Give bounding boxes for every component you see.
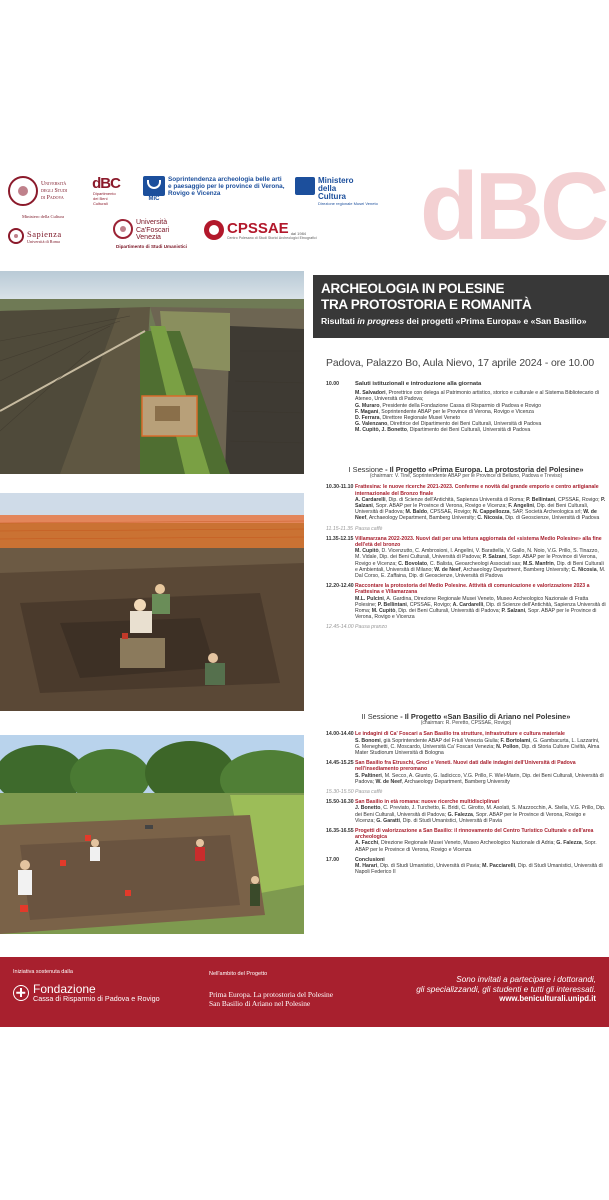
talk-speakers: M. Cupitò, D. Vicenzutto, C. Ambrosioni, I. Angelini, V. Barattella, V. Gallo, N. Noio, V.G. Prillo, S. Tinazzo, M. Vidale, Dip. dei Beni Culturali, Università di Padova; P. Salzani, Sopr. ABAP per le Province di Verona, Rovigo e Vicenza; C. Bovolato, C. Balista, Geoarcheologi Associati sas; M.S. Manfrin, Dip. di Beni Culturali e Ambientali, Università di Milano; W. de Neef, Archaeology Department, Bamberg University; C. Nicosia, M. Dal Corso, E. Zaffaina, Dip. di Geoscienze, Università di Padova	[355, 548, 606, 580]
break-label: Pausa caffè	[355, 789, 383, 796]
talk-row	[326, 536, 606, 579]
padova-seal-icon	[8, 176, 38, 206]
talk-time: 11.15-11.35	[326, 525, 353, 532]
talk-title: San Basilio in età romana: nuove ricerche multidisciplinari	[355, 799, 500, 806]
talk-time: 17.00	[326, 856, 339, 863]
session-heading: II Sessione - Il Progetto «San Basilio di Ariano nel Polesine»	[361, 712, 571, 721]
opening-content	[355, 381, 606, 434]
title-line-1: ARCHEOLOGIA IN POLESINE	[321, 281, 505, 297]
talk-content	[355, 857, 606, 876]
opening-title: Saluti istituzionali e introduzione alla giornata	[355, 381, 482, 387]
talk-time: 11.35-12.15	[326, 535, 354, 542]
break-label: Pausa pranzo	[355, 624, 388, 631]
ministero-emblem-icon	[295, 177, 315, 195]
title-subtitle: Risultati in progress dei progetti «Prima Europa» e «San Basilio»	[321, 316, 587, 326]
opening-speaker: D. Ferrara, Direttore Regionale Musei Veneto	[355, 415, 460, 422]
session-chair: (chairman: R. Peretto, CPSSAE, Rovigo)	[420, 720, 512, 727]
talk-speakers: M. Harari, Dip. di Studi Umanistici, Università di Pavia; M. Pacciarelli, Dip. di Studi Umanistici, Università di Napoli Federico II	[355, 863, 603, 876]
break-row	[326, 789, 606, 795]
talk-content	[355, 484, 606, 521]
footer-bar	[0, 957, 609, 1027]
break-row	[326, 526, 606, 532]
foscari-dept: Dipartimento di Studi Umanistici	[116, 244, 187, 249]
programme-opening	[326, 381, 606, 438]
talk-row	[326, 484, 606, 521]
footer-initiative: Iniziativa sostenuta dalla	[13, 969, 73, 975]
talk-content	[355, 760, 606, 785]
talk-speakers: S. Paltineri, M. Secco, A. Giunto, G. Iadicicco, V.G. Prillo, F. Wiel-Marin, Dip. dei Beni Culturali, Università di Padova; W. de Neef, Archaeology Department, Bamberg University	[355, 772, 604, 785]
talk-title: Raccontare la protostoria del Medio Polesine. Attività di comunicazione e valorizzazione 2023 a Frattesina e Villamarzana	[355, 583, 590, 596]
talk-title: Le indagini di Ca' Foscari a San Basilio tra strutture, infrastrutture e cultura materiale	[355, 731, 565, 738]
talk-title: Frattesina: le nuove ricerche 2021-2023. Conferme e novità dal grande emporio e centro artigianale internazionale del Bronzo finale	[355, 484, 599, 497]
talk-time: 16.35-16.55	[326, 828, 354, 835]
title-banner	[313, 275, 609, 338]
talk-row	[326, 760, 606, 785]
talk-time: 15.30-15.50	[326, 789, 354, 796]
break-label: Pausa caffè	[355, 525, 383, 532]
foscari-seal-icon	[113, 219, 133, 239]
ministero-logo: Ministero della Cultura Direzione regionale Musei Veneto	[295, 177, 378, 206]
fondazione-logo: Fondazione Cassa di Risparmio di Padova e Rovigo	[13, 983, 160, 1003]
talk-time: 12.45-14.00	[326, 624, 354, 631]
talk-content	[355, 583, 606, 620]
cpssae-icon	[204, 220, 224, 240]
cpssae-logo: CPSSAE dal 1984 Centro Polesano di Studi Storici Archeologici Etnografici	[204, 220, 317, 240]
fondazione-icon	[13, 985, 29, 1001]
talk-speakers: S. Bonomi, già Soprintendente ABAP del Friuli Venezia Giulia; F. Bortolami, G. Gambacurta, L. Lazzarini, G. Meneghetti, C. Moscardo, Università Ca' Foscari Venezia; N. Pollon, Dip. di Storia Culture Civiltà, Alma Mater Studiorum Università di Bologna	[355, 737, 600, 757]
opening-speaker: F. Magani, Soprintendente ABAP per le Province di Verona, Rovigo e Vicenza	[355, 408, 534, 415]
talk-content	[355, 536, 606, 579]
talk-row	[326, 731, 606, 756]
footer-website-link[interactable]: www.beniculturali.unipd.it	[499, 994, 596, 1004]
opening-speaker: M. Cupitò, J. Bonetto, Dipartimento dei Beni Culturali, Università di Padova	[355, 427, 531, 434]
break-row	[326, 624, 606, 630]
talk-time: 12.20-12.40	[326, 583, 354, 590]
footer-ambito: Nell'ambito del Progetto	[209, 971, 268, 977]
talk-time: 15.50-16.30	[326, 799, 354, 806]
talk-title: Progetti di valorizzazione a San Basilio: il rinnovamento del Centro Turistico Culturale e dell'area archeologica	[355, 828, 594, 841]
poster	[0, 162, 609, 1027]
talk-content	[355, 799, 606, 824]
talk-content	[355, 731, 606, 756]
opening-speaker: G. Muraro, Presidente della Fondazione Cassa di Risparmio di Padova e Rovigo	[355, 402, 541, 409]
talk-speakers: J. Bonetto, C. Previato, J. Turchetto, E. Bridi, C. Girotto, M. Asolati, S. Mazzocchin, A. Stella, V.G. Prillo, Dip. dei Beni Culturali, Università di Padova; G. Falezza, Sopr. ABAP per le Province di Verona, Rovigo e Vicenza; G. Garatti, Dip. di Studi Umanistici, Università di Pavia	[355, 805, 606, 824]
programme-session-2	[326, 711, 606, 879]
foscari-logo: Università Ca'Foscari Venezia	[113, 219, 169, 242]
talk-title: Conclusioni	[355, 856, 385, 863]
padova-logo: Università degli Studi di Padova	[8, 176, 67, 206]
title-line-2: TRA PROTOSTORIA E ROMANITÀ	[321, 297, 532, 313]
talk-title: San Basilio fra Etruschi, Greci e Veneti. Nuovi dati dalle indagini dell'Università di Padova nell'insediamento preromano	[355, 760, 576, 773]
dbc-logo: dBC Dipartimento dei Beni Culturali	[92, 175, 120, 206]
talk-speakers: M.L. Pulcini, A. Gardina, Direzione Regionale Musei Veneto, Museo Archeologico Nazionale di Fratta Polesine; P. Bellintani, CPSSAE, Rovigo; A. Cardarelli, Dip. di Scienze dell'Antichità, Sapienza Università di Roma; M. Cupitò, Dip. dei Beni Culturali, Università di Padova; P. Salzani, Sopr. ABAP per le Province di Verona, Rovigo e Vicenza	[355, 595, 606, 621]
venue-line: Padova, Palazzo Bo, Aula Nievo, 17 aprile 2024 - ore 10.00	[326, 358, 594, 369]
sapienza-seal-icon	[8, 228, 24, 244]
talk-content	[355, 789, 606, 795]
opening-speaker: M. Salvadori, Prorettrice con delega al Patrimonio artistico, storico e culturale e al Sistema Bibliotecario di Ateneo, Università di Padova;	[355, 390, 599, 403]
talk-row	[326, 828, 606, 853]
talk-time: 14.45-15.25	[326, 760, 354, 767]
sapienza-logo: Sapienza Università di Roma	[8, 228, 62, 244]
excavation-photo-1	[0, 493, 304, 711]
talk-content	[355, 526, 606, 532]
soprintendenza-logo: MiC Soprintendenza archeologia belle arti e paesaggio per le province di Verona, Rovigo e Vicenza	[143, 176, 286, 202]
opening-speaker: G. Valenzano, Direttrice del Dipartimento dei Beni Culturali, Università di Padova	[355, 421, 542, 428]
opening-row	[326, 381, 606, 434]
mic-icon	[143, 176, 165, 196]
talk-content	[355, 828, 606, 853]
footer-invite: Sono invitati a partecipare i dottorandi, gli specializzandi, gli studenti e tutti gli interessati. www.beniculturali.unipd.it	[416, 975, 596, 1004]
talk-row	[326, 857, 606, 876]
aerial-photo	[0, 271, 304, 474]
opening-time: 10.00	[326, 381, 339, 387]
footer-projects: Prima Europa. La protostoria del Polesine San Basilio di Ariano nel Polesine	[209, 990, 333, 1008]
talk-content	[355, 624, 606, 630]
talk-title: Villamarzana 2022-2023. Nuovi dati per una lettura aggiornata del «sistema Medio Polesine» alla fine dell'età del bronzo	[355, 535, 602, 549]
session-heading: I Sessione - Il Progetto «Prima Europa. La protostoria del Polesine»	[348, 465, 584, 474]
talk-time: 14.00-14.40	[326, 731, 354, 738]
excavation-photo-2	[0, 735, 304, 934]
talk-time: 10.30-11.10	[326, 484, 354, 491]
talk-row	[326, 799, 606, 824]
session-chair: (chairman: V. Tiné, Soprintendente ABAP per le Province di Belluno, Padova e Treviso)	[369, 473, 563, 480]
talk-row	[326, 583, 606, 620]
programme-session-1	[326, 464, 606, 635]
background-dbc-mark: dBC	[420, 162, 606, 260]
talk-speakers: A. Facchi, Direzione Regionale Musei Veneto, Museo Archeologico Nazionale di Adria; G. Falezza, Sopr. ABAP per le Province di Verona, Rovigo e Vicenza	[355, 840, 597, 853]
talk-speakers: A. Cardarelli, Dip. di Scienze dell'Antichità, Sapienza Università di Roma; P. Bellintani, CPSSAE, Rovigo; P. Salzani, Sopr. ABAP per le Province di Verona, Rovigo e Vicenza; F. Angelini, Dip. dei Beni Culturali, Università di Padova; M. Baldo, CPSSAE, Rovigo; N. Cappellozza, SAP, Società Archeologica srl; W. de Neef, Archaeology Department, Bamberg University; C. Nicosia, Dip. di Geoscienze, Università di Padova	[355, 496, 606, 522]
ministero-caption: Ministero della Cultura	[22, 214, 64, 219]
